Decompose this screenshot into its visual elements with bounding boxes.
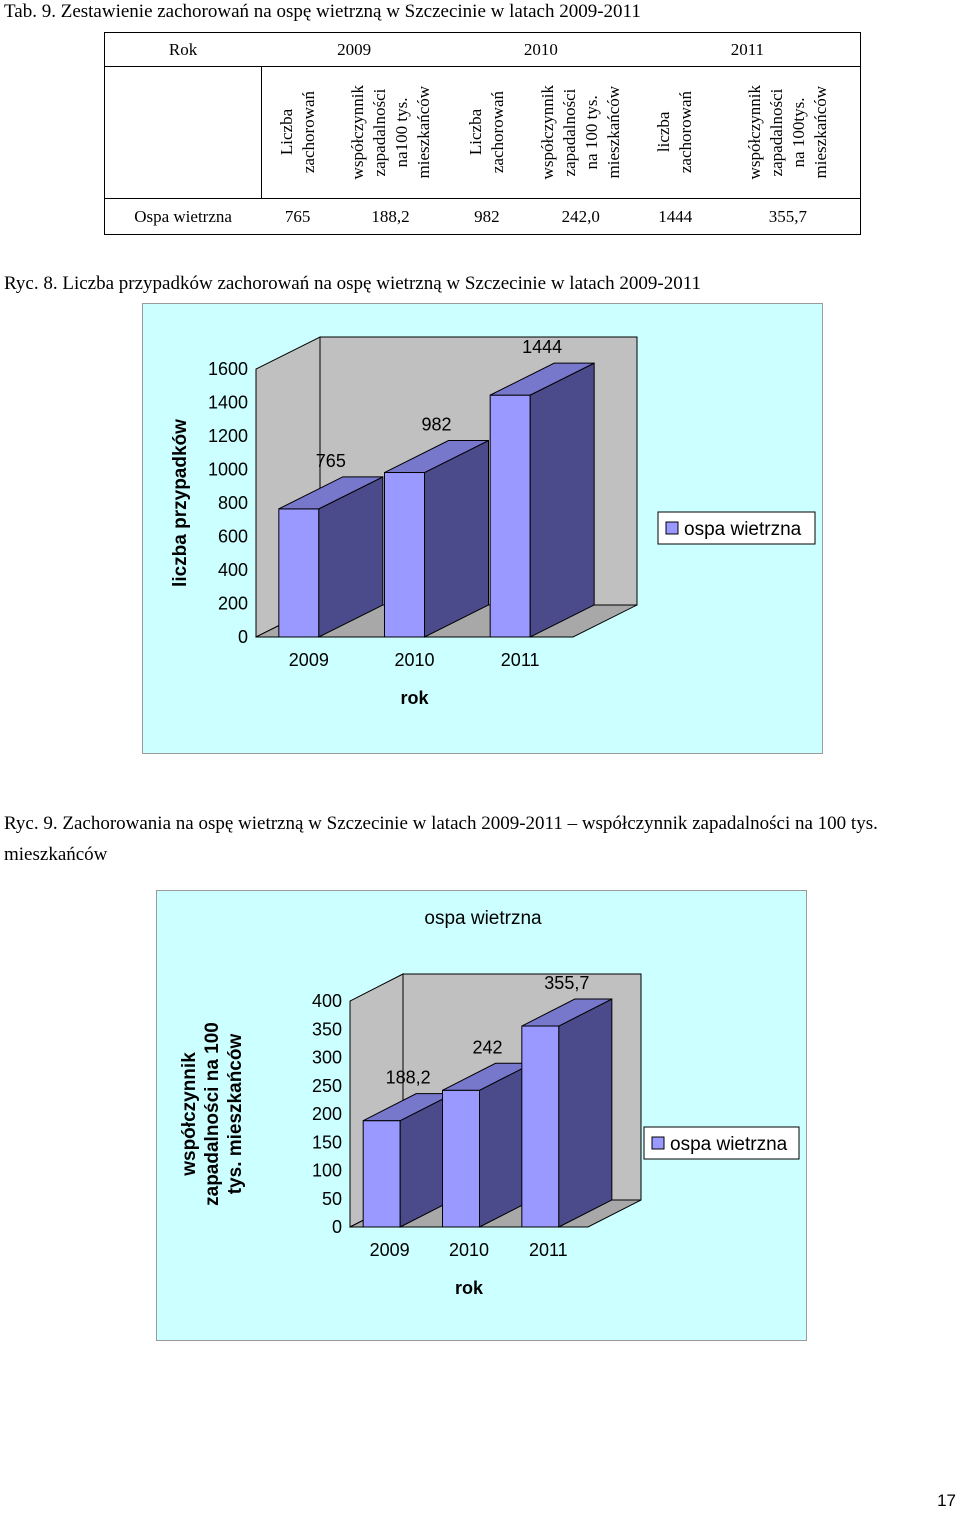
y-tick-label: 50: [321, 1188, 342, 1209]
y-tick-label: 150: [311, 1132, 342, 1153]
table-row-label: Ospa wietrzna: [105, 199, 262, 235]
data-label: 982: [421, 414, 452, 435]
chart-rate-svg: [157, 891, 806, 1340]
data-label: 765: [315, 450, 346, 471]
y-axis-title-line: zapadalności na 100: [202, 1022, 223, 1206]
table-cell: 765: [261, 199, 334, 235]
subheader-rate-2010: współczynnik zapadalności na 100 tys. mieszkańców: [537, 85, 623, 180]
bar-front: [279, 509, 319, 637]
bar-front: [522, 1026, 559, 1227]
y-tick-label: 1400: [207, 392, 248, 413]
subheader-cases-2011: liczba zachorowań: [654, 91, 696, 174]
x-axis-title: rok: [454, 1278, 484, 1298]
table-cell: 242,0: [527, 199, 635, 235]
incidence-table: [104, 32, 861, 235]
figure1-caption: Ryc. 8. Liczba przypadków zachorowań na ospę wietrzną w Szczecinie w latach 2009-2011: [4, 273, 702, 294]
x-tick-label: 2010: [448, 1240, 490, 1260]
chart-incidence-rate: [156, 890, 807, 1341]
x-tick-label: 2011: [500, 650, 540, 670]
table-year-header: Rok: [105, 33, 262, 67]
y-tick-label: 0: [331, 1217, 342, 1237]
y-tick-label: 200: [311, 1104, 342, 1124]
bar-front: [363, 1121, 400, 1227]
table-year-2009: 2009: [261, 33, 447, 67]
subheader-rate-2009: współczynnik zapadalności na100 tys. mieszkańców: [347, 85, 433, 180]
y-tick-label: 800: [217, 493, 248, 513]
bar-side: [530, 363, 594, 637]
x-tick-label: 2011: [528, 1240, 568, 1260]
y-tick-label: 350: [311, 1019, 342, 1040]
y-tick-label: 300: [311, 1047, 342, 1068]
data-label: 242: [472, 1037, 503, 1058]
table-empty-cell: [105, 67, 262, 199]
y-tick-label: 400: [217, 560, 248, 580]
y-tick-label: 1600: [207, 359, 248, 379]
table-cell: 188,2: [334, 199, 447, 235]
chart-cases-svg: [143, 304, 822, 753]
subheader-rate-2011: współczynnik zapadalności na 100tys. mieszkańców: [744, 85, 830, 180]
bar-front: [443, 1090, 480, 1227]
table-cell: 982: [447, 199, 527, 235]
y-axis-title-line: tys. mieszkańców: [225, 1033, 246, 1195]
legend-swatch: [666, 522, 678, 534]
legend-label: ospa wietrzna: [684, 519, 802, 540]
page-number: 17: [937, 1491, 956, 1510]
bar-side: [425, 441, 489, 637]
y-tick-label: 400: [311, 991, 342, 1011]
data-label: 355,7: [544, 973, 590, 994]
x-tick-label: 2010: [394, 650, 435, 670]
table-caption: Tab. 9. Zestawienie zachorowań na ospę wietrzną w Szczecinie w latach 2009-2011: [4, 1, 641, 22]
table-year-2011: 2011: [635, 33, 861, 67]
figure2-caption: Ryc. 9. Zachorowania na ospę wietrzną w Szczecinie w latach 2009-2011 – współczynnik zapadalności na 100 tys. mieszkańców: [4, 813, 878, 865]
legend-swatch: [652, 1137, 664, 1149]
y-tick-label: 0: [237, 627, 248, 647]
table-cell: 355,7: [716, 199, 861, 235]
chart-cases: [142, 303, 823, 754]
bar-side: [559, 999, 612, 1227]
x-axis-title: rok: [400, 688, 429, 708]
y-axis-title-line: liczba przypadków: [170, 419, 191, 587]
legend-label: ospa wietrzna: [670, 1134, 788, 1155]
subheader-cases-2010: Liczba zachorowań: [465, 91, 507, 174]
data-label: 188,2: [385, 1067, 431, 1088]
data-label: 1444: [522, 337, 563, 358]
y-axis-title: [179, 1022, 246, 1206]
y-tick-label: 1000: [207, 459, 248, 480]
table-year-2010: 2010: [447, 33, 635, 67]
y-axis-title: [170, 419, 191, 587]
x-tick-label: 2009: [369, 1240, 410, 1260]
y-tick-label: 1200: [207, 426, 248, 446]
table-cell: 1444: [635, 199, 716, 235]
y-tick-label: 600: [217, 526, 248, 547]
y-tick-label: 100: [311, 1160, 342, 1181]
y-tick-label: 200: [217, 593, 248, 614]
chart-title: ospa wietrzna: [424, 908, 542, 929]
y-axis-title-line: współczynnik: [179, 1052, 200, 1176]
x-tick-label: 2009: [288, 650, 329, 670]
bar-front: [385, 473, 425, 637]
bar-front: [490, 395, 530, 637]
subheader-cases-2009: Liczba zachorowań: [276, 91, 318, 174]
y-tick-label: 250: [311, 1075, 342, 1096]
